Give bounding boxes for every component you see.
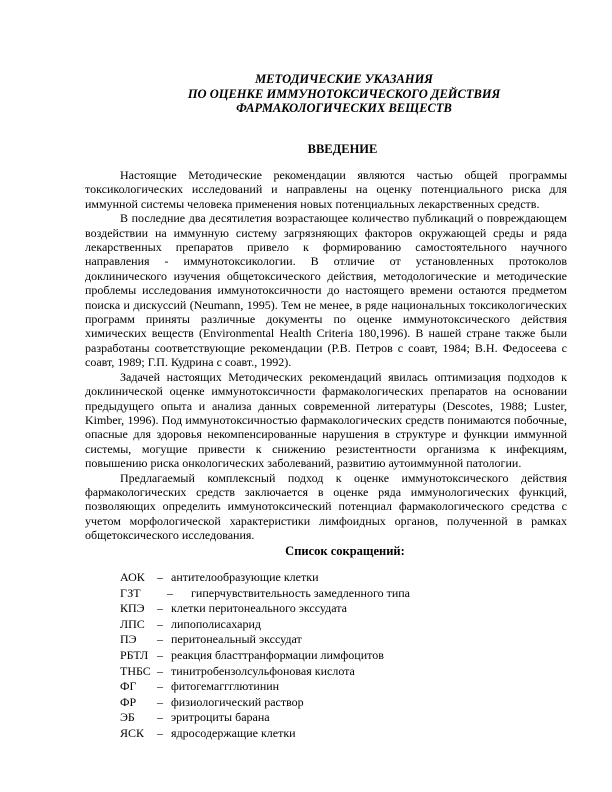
abbreviation-definition: тинитробензолсульфоновая кислота	[171, 663, 355, 678]
intro-body	[85, 168, 567, 543]
abbreviation-dash: –	[157, 632, 163, 647]
abbreviation-definition: эритроциты барана	[171, 710, 270, 725]
abbreviation-item	[120, 617, 480, 633]
abbreviation-dash: –	[167, 585, 173, 600]
abbreviation-definition: антителообразующие клетки	[171, 570, 319, 584]
abbreviation-definition: клетки перитонеального экссудата	[171, 601, 347, 616]
abbreviation-dash: –	[157, 570, 163, 584]
abbreviations-list	[120, 570, 480, 742]
abbreviation-item	[120, 695, 480, 711]
abbreviation-item	[120, 726, 480, 742]
abbreviations-heading: Список сокращений:	[285, 544, 405, 558]
abbreviation-definition: перитонеальный экссудат	[171, 632, 302, 647]
abbreviation-item	[120, 570, 480, 586]
paragraph: Настоящие Методические рекомендации являются частью общей программы токсикологических исследований и направлены на оценку потенциального риска для иммунной системы человека применения новых потенциальных лекарственных средств.	[85, 168, 567, 211]
title-line: ПО ОЦЕНКЕ ИММУНОТОКСИЧЕСКОГО ДЕЙСТВИЯ	[187, 86, 501, 101]
abbreviation-dash: –	[157, 710, 163, 725]
abbreviation-term: ЯСК	[120, 725, 145, 740]
abbreviation-item	[120, 710, 480, 726]
abbreviation-term: ТНБС	[120, 663, 151, 678]
paragraph: Предлагаемый комплексный подход к оценке иммунотоксического действия фармакологических средств заключается в оценке ряда иммунологических функций, позволяющих определить иммунотоксический потенциал фармакологического средства с учетом морфологической характеристики лимфоидных органов, полученной в рамках общетоксического исследования.	[85, 470, 567, 543]
abbreviation-definition: физиологический раствор	[171, 694, 304, 709]
abbreviation-item	[120, 648, 480, 664]
abbreviation-definition: гиперчувствительность замедленного типа	[191, 585, 411, 600]
abbreviation-term: ЭБ	[120, 710, 135, 725]
abbreviation-term: КПЭ	[120, 601, 145, 616]
abbreviation-dash: –	[157, 647, 163, 662]
abbreviation-item	[120, 679, 480, 695]
abbreviation-dash: –	[157, 663, 163, 678]
paragraph: Задачей настоящих Методических рекомендаций явилась оптимизация подходов к доклинической оценке иммунотоксичности фармакологических препаратов на основании предыдущего опыта и анализа данных современной литературы (Descotes, 1988; Luster, Kimber, 1996). Под иммунотоксичностью фармакологических средств понимаются побочные, опасные для здоровья некомпенсированные нарушения в структуре и функции иммунной системы, могущие привести к снижению резистентности организма к инфекциям, повышению риска онкологических заболеваний, развитию аутоиммунной патологии.	[85, 369, 567, 471]
abbreviation-term: ПЭ	[120, 632, 137, 647]
abbreviation-dash: –	[157, 679, 163, 694]
title-line: ФАРМАКОЛОГИЧЕСКИХ ВЕЩЕСТВ	[236, 101, 452, 115]
abbreviation-term: ФР	[120, 694, 137, 709]
abbreviation-term: РБТЛ	[120, 647, 149, 662]
title-line: МЕТОДИЧЕСКИЕ УКАЗАНИЯ	[255, 72, 433, 86]
abbreviation-definition: реакция бласттранформации лимфоцитов	[171, 647, 384, 662]
paragraph: В последние два десятилетия возрастающее количество публикаций о повреждающем воздействии на иммунную систему загрязняющих факторов окружающей среды и ряда лекарственных препаратов привело к формированию самостоятельного научного направления - иммунотоксикологии. В отличие от установленных протоколов доклинического изучения общетоксического действия, методологические и методические проблемы исследования иммунотоксичности до настоящего времени остаются предметом поиска и дискуссий (Neumann, 1995). Тем не менее, в ряде национальных токсикологических программ приняты различные документы по оценке иммунотоксического действия химических веществ (Environmental Health Criteria 180,1996). В нашей стране также были разработаны соответствующие рекомендации (Р.В. Петров с соавт, 1984; В.Н. Федосеева с соавт, 1989; Г.П. Кудрина с соавт., 1992).	[85, 211, 567, 370]
abbreviation-definition: липополисахарид	[171, 616, 261, 631]
abbreviation-definition: фитогемаггглютинин	[171, 679, 280, 694]
abbreviation-definition: ядросодержащие клетки	[171, 725, 296, 740]
abbreviation-item	[120, 664, 480, 680]
abbreviation-dash: –	[157, 616, 163, 631]
intro-heading: ВВЕДЕНИЕ	[307, 142, 378, 156]
abbreviation-dash: –	[157, 694, 163, 709]
abbreviation-item	[120, 586, 480, 602]
abbreviation-item	[120, 601, 480, 617]
abbreviation-term: ФГ	[120, 679, 137, 694]
abbreviation-dash: –	[157, 725, 163, 740]
abbreviation-term: ГЗТ	[120, 585, 141, 600]
abbreviation-dash: –	[157, 601, 163, 616]
abbreviation-term: ЛПС	[120, 616, 145, 631]
abbreviation-item	[120, 632, 480, 648]
abbreviation-term: АОК	[120, 570, 145, 584]
document-title	[120, 72, 568, 116]
